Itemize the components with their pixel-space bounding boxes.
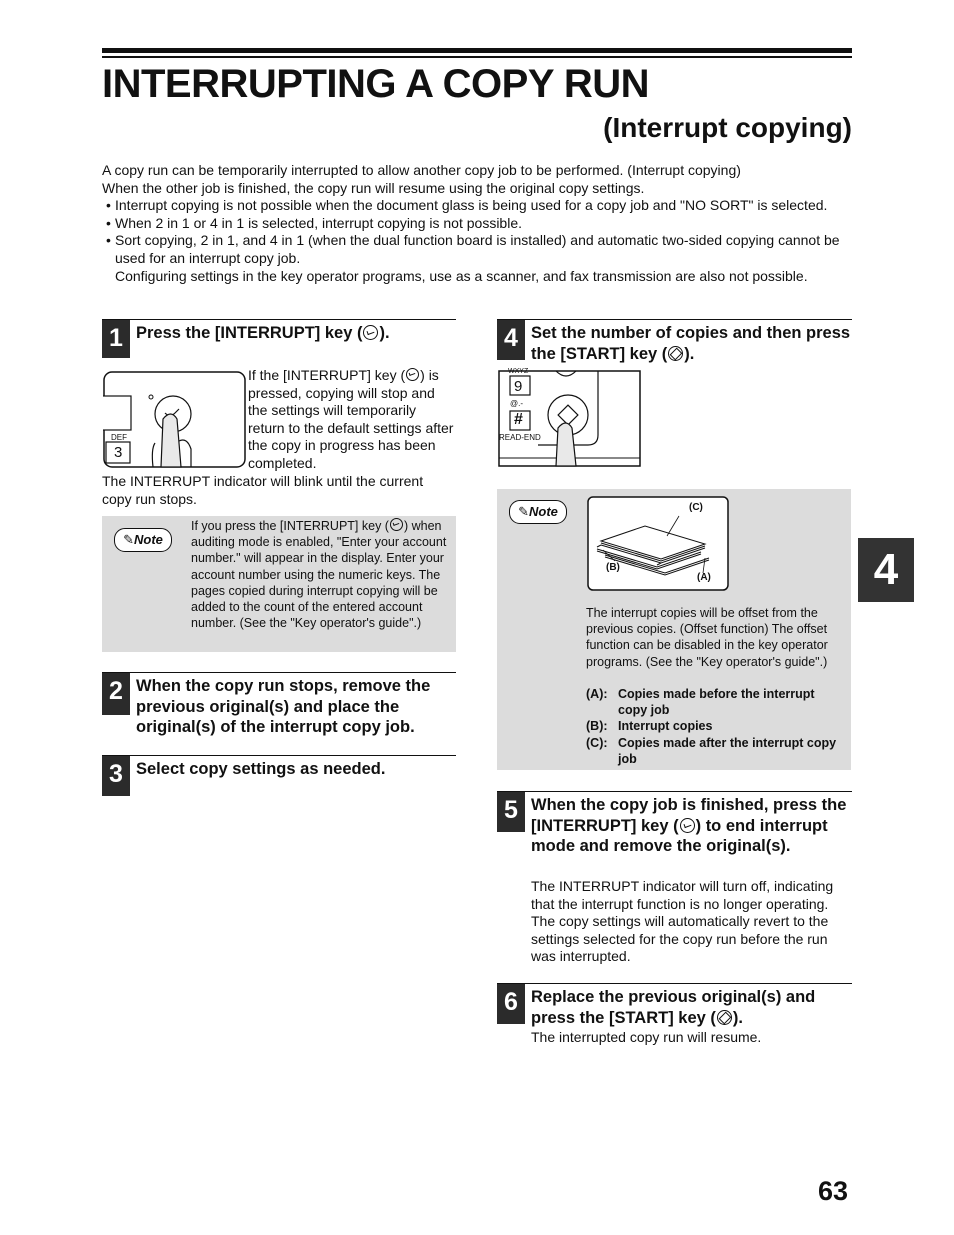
step-6-rule [497,983,852,984]
intro-paragraph: When the other job is finished, the copy run will resume using the original copy settings. [102,179,645,196]
interrupt-key-icon [390,518,403,531]
step-2-rule [102,672,456,673]
key-number-label: 9 [514,378,523,395]
step-1-heading: Press the [INTERRUPT] key ( ). [136,324,390,342]
hash-key-label: # [514,411,523,428]
intro-section [102,162,862,285]
interrupt-key-illustration [103,371,246,468]
diagram-label-c: (C) [689,502,703,513]
note-badge: ✎Note [114,528,172,552]
step-5-body: The INTERRUPT indicator will turn off, indicating that the interrupt function is no longer operating. The copy settings will automatically revert to the settings selected for the copy run before the run was interrupted. [531,878,834,965]
page-title: INTERRUPTING A COPY RUN [102,62,650,106]
step-5-rule [497,791,852,792]
intro-bullet-list [102,197,862,285]
note-badge: ✎Note [509,500,567,524]
step-5-number: 5 [497,792,525,832]
step-1-body: The INTERRUPT indicator will blink until the current copy run stops. [102,473,424,507]
step-4-number: 4 [497,320,525,360]
step-1-rule [102,319,456,320]
legend-row: (A): Copies made before the interrupt copy job [586,687,815,718]
key-letters-label: DEF [111,433,127,442]
page-number: 63 [818,1176,849,1206]
step-2-heading: When the copy run stops, remove the previous original(s) and place the original(s) of the interrupt copy job. [136,677,431,736]
key-number-label: 3 [114,444,123,461]
list-item: • When 2 in 1 or 4 in 1 is selected, interrupt copying is not possible. [106,214,522,231]
interrupt-key-icon [363,325,378,340]
step-3-number: 3 [102,756,130,796]
step-1-note-text: If you press the [INTERRUPT] key ( ) when auditing mode is enabled, "Enter your account number." will appear in the display. Enter your account number using the numeric keys. The pages copied during interrupt copying will be added to the count of the entered account number. (See the "Key operator's guide".) [191,519,447,631]
read-end-label: READ-END [499,433,541,442]
step-4-heading: Set the number of copies and then press the [START] key ( ). [531,324,851,363]
pencil-icon: ✎ [518,504,529,519]
symbol-label: @.- [510,399,524,408]
step-2-number: 2 [102,673,130,715]
bullet-continuation: Configuring settings in the key operator programs, use as a scanner, and fax transmission are also not possible. [115,267,808,284]
intro-paragraph: A copy run can be temporarily interrupted to allow another copy job to be performed. (Interrupt copying) [102,162,741,178]
list-item: • Sort copying, 2 in 1, and 4 in 1 (when the dual function board is installed) and automatic two-sided copying cannot be used for an interrupt copy job. Configuring settings in the key operator programs, use as a scanner, and fax transmission are also not possible. [106,232,840,284]
step-1-number: 1 [102,320,130,358]
header-rule-thin [102,56,852,58]
chapter-tab: 4 [858,538,914,602]
interrupt-key-icon [680,818,695,833]
step-6-heading: Replace the previous original(s) and press the [START] key ( ). [531,988,816,1027]
interrupt-key-icon [406,368,419,381]
step-6-body: The interrupted copy run will resume. [531,1029,762,1045]
step-1-side-text: If the [INTERRUPT] key ( ) is pressed, copying will stop and the settings will temporarily return to the default settings after the copy in progress has been completed. [248,367,454,471]
legend-row: (C): Copies made after the interrupt copy job [586,735,837,766]
pencil-icon: ✎ [123,532,134,547]
step-5-heading: When the copy job is finished, press the [INTERRUPT] key ( ) to end interrupt mode and remove the original(s). [531,796,847,855]
header-rule-thick [102,48,852,53]
step-3-rule [102,755,456,756]
page-subtitle: (Interrupt copying) [603,112,852,143]
diagram-label-a: (A) [697,572,711,583]
step-6-number: 6 [497,984,525,1024]
list-item: • Interrupt copying is not possible when the document glass is being used for a copy job and "NO SORT" is selected. [106,197,828,214]
key-letters-label: WXYZ [508,368,529,375]
step-4-note-text: The interrupt copies will be offset from the previous copies. (Offset function) The offset function can be disabled in the key operator programs. (See the "Key operator's guide".) [586,606,828,669]
start-key-icon [717,1010,732,1025]
legend-row: (B): Interrupt copies [586,719,713,734]
step-4-rule [497,319,852,320]
step-3-heading: Select copy settings as needed. [136,760,386,778]
start-key-icon [668,346,683,361]
diagram-label-b: (B) [606,562,620,573]
offset-legend [586,686,842,767]
